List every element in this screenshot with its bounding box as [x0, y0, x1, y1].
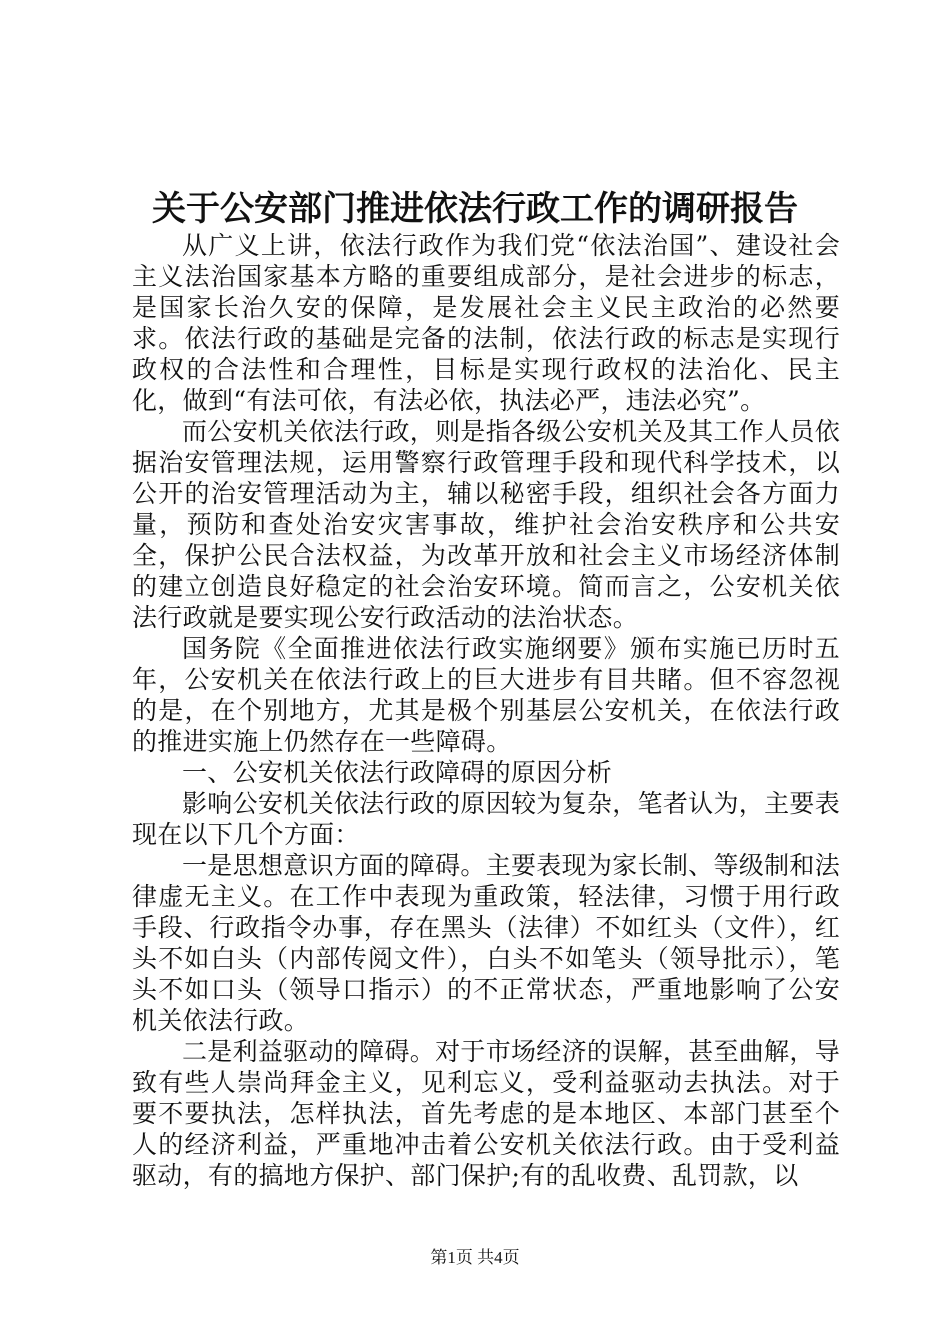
- paragraph-5: 一是思想意识方面的障碍。主要表现为家长制、等级制和法律虚无主义。在工作中表现为重政策，轻法律，习惯于用行政手段、行政指令办事，存在黑头（法律）不如红头（文件），红头不如白头（内部传阅文件），白头不如笔头（领导批示），笔头不如口头（领导口指示）的不正常状态，严重地影响了公安机关依法行政。: [132, 851, 840, 1035]
- page-footer: [0, 1246, 950, 1270]
- paragraph-6: 二是利益驱动的障碍。对于市场经济的误解，甚至曲解，导致有些人崇尚拜金主义，见利忘义，受利益驱动去执法。对于要不要执法，怎样执法，首先考虑的是本地区、本部门甚至个人的经济利益，严重地冲击着公安机关依法行政。由于受利益驱动，有的搞地方保护、部门保护;有的乱收费、乱罚款，以: [132, 1037, 840, 1190]
- paragraph-2: 而公安机关依法行政，则是指各级公安机关及其工作人员依据治安管理法规，运用警察行政管理手段和现代科学技术，以公开的治安管理活动为主，辅以秘密手段，组织社会各方面力量，预防和查处治安灾害事故，维护社会治安秩序和公共安全，保护公民合法权益，为改革开放和社会主义市场经济体制的建立创造良好稳定的社会治安环境。简而言之，公安机关依法行政就是要实现公安行政活动的法治状态。: [132, 417, 840, 632]
- paragraph-3: 国务院《全面推进依法行政实施纲要》颁布实施已历时五年，公安机关在依法行政上的巨大进步有目共睹。但不容忽视的是，在个别地方，尤其是极个别基层公安机关，在依法行政的推进实施上仍然存在一些障碍。: [132, 634, 840, 756]
- paragraph-1: 从广义上讲，依法行政作为我们党“依法治国”、建设社会主义法治国家基本方略的重要组成部分，是社会进步的标志，是国家长治久安的保障，是发展社会主义民主政治的必然要求。依法行政的基础是完备的法制，依法行政的标志是实现行政权的合法性和合理性，目标是实现行政权的法治化、民主化，做到“有法可依，有法必依，执法必严，违法必究”。: [132, 231, 840, 415]
- section-heading: 一、公安机关依法行政障碍的原因分析: [182, 758, 613, 787]
- page-number-label: 第1页 共4页: [430, 1248, 520, 1267]
- document-body: [132, 230, 840, 1191]
- paragraph-4: 影响公安机关依法行政的原因较为复杂，笔者认为，主要表现在以下几个方面：: [132, 789, 840, 849]
- document-title: 关于公安部门推进依法行政工作的调研报告: [152, 189, 798, 229]
